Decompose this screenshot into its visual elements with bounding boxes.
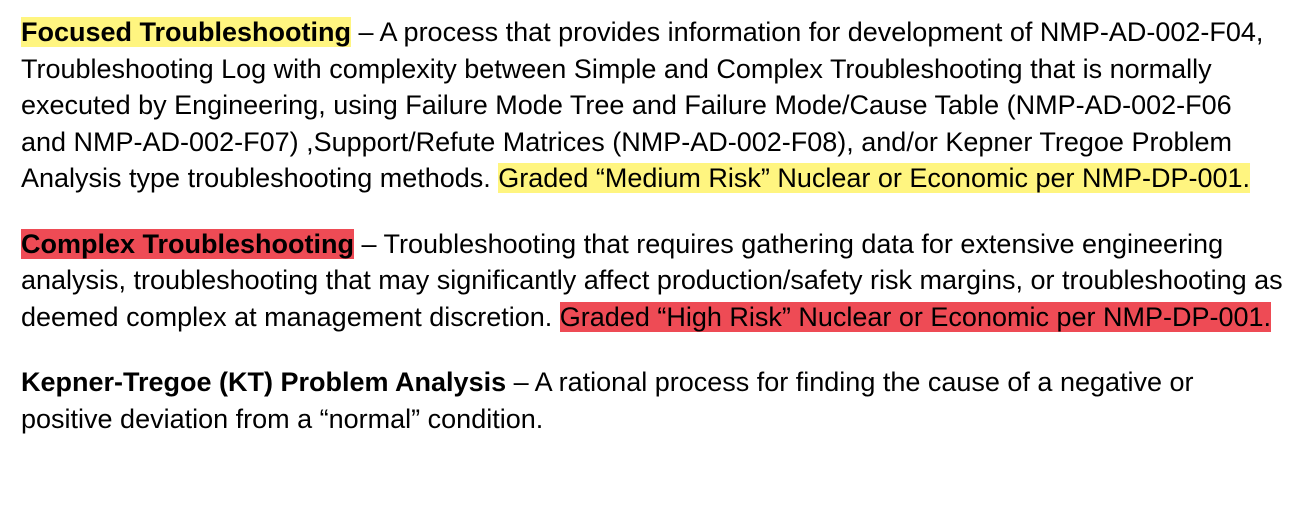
definition-body: A process that provides information for development of NMP-AD-002-F04, Troubleshooting Log with complexity between Simple and Complex Troubleshooting that is normally executed by Engineering, using Failure Mode Tree and Failure Mode/Cause Table (NMP-AD-002-F06 and NMP-AD-002-F07) ,Support/Refute Matrices (NMP-AD-002-F08), and/or Kepner Tregoe Problem Analysis type troubleshooting methods. [21, 17, 1264, 193]
definition-body: A rational process for finding the cause of a negative or positive deviation from a “normal” condition. [21, 367, 1194, 434]
term-complex-troubleshooting: Complex Troubleshooting [21, 228, 355, 259]
definition-kt-problem-analysis [21, 364, 1283, 437]
term-separator: – [351, 17, 380, 47]
risk-grade-medium: Graded “Medium Risk” Nuclear or Economic per NMP-DP-001. [498, 163, 1251, 193]
definition-focused-troubleshooting [21, 14, 1283, 197]
definition-body: Troubleshooting that requires gathering data for extensive engineering analysis, troubleshooting that may significantly affect production/safety risk margins, or troubleshooting as deemed complex at management discretion. [21, 228, 1283, 332]
term-kt-problem-analysis: Kepner-Tregoe (KT) Problem Analysis [21, 367, 507, 397]
risk-grade-high: Graded “High Risk” Nuclear or Economic per NMP-DP-001. [559, 301, 1272, 332]
definition-complex-troubleshooting [21, 226, 1283, 336]
definitions-document [21, 14, 1283, 437]
term-separator: – [354, 228, 384, 259]
term-separator: – [506, 367, 535, 397]
term-focused-troubleshooting: Focused Troubleshooting [21, 17, 351, 47]
